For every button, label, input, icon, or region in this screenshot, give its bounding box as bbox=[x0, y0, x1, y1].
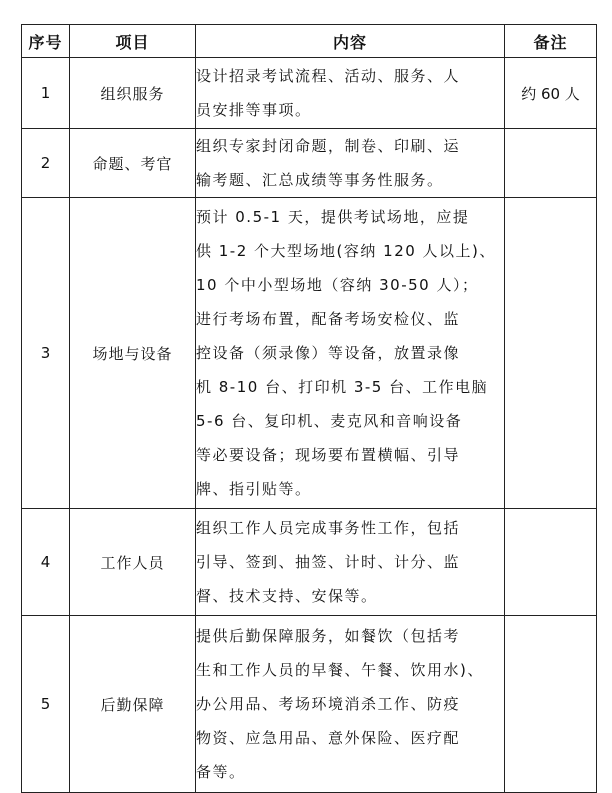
table-row bbox=[22, 509, 597, 616]
row-content bbox=[196, 129, 505, 198]
content-line: 牌、指引贴等。 bbox=[196, 480, 312, 498]
content-line: 提供后勤保障服务，如餐饮（包括考 bbox=[196, 627, 461, 645]
content-line: 供 1-2 个大型场地(容纳 120 人以上)、 bbox=[196, 242, 496, 260]
table-row bbox=[22, 616, 597, 793]
row-content bbox=[196, 616, 505, 793]
content-line: 组织专家封闭命题，制卷、印刷、运 bbox=[196, 137, 461, 155]
header-item: 项目 bbox=[70, 25, 196, 58]
row-note: 约 60 人 bbox=[505, 58, 597, 129]
content-line: 员安排等事项。 bbox=[196, 101, 312, 119]
table-header-row bbox=[22, 25, 597, 58]
service-items-table bbox=[21, 24, 597, 793]
content-line: 设计招录考试流程、活动、服务、人 bbox=[196, 67, 461, 85]
row-item: 后勤保障 bbox=[70, 616, 196, 793]
row-content bbox=[196, 58, 505, 129]
row-item: 组织服务 bbox=[70, 58, 196, 129]
row-item: 场地与设备 bbox=[70, 198, 196, 509]
content-line: 组织工作人员完成事务性工作，包括 bbox=[196, 519, 461, 537]
row-note bbox=[505, 616, 597, 793]
table-row bbox=[22, 198, 597, 509]
content-line: 控设备（须录像）等设备，放置录像 bbox=[196, 344, 461, 362]
content-line: 办公用品、考场环境消杀工作、防疫 bbox=[196, 695, 461, 713]
table-row bbox=[22, 58, 597, 129]
row-content bbox=[196, 198, 505, 509]
row-content bbox=[196, 509, 505, 616]
content-line: 备等。 bbox=[196, 763, 246, 781]
content-line: 10 个中小型场地（容纳 30-50 人）； bbox=[196, 276, 479, 294]
table-row bbox=[22, 129, 597, 198]
row-num: 5 bbox=[22, 616, 70, 793]
content-line: 物资、应急用品、意外保险、医疗配 bbox=[196, 729, 461, 747]
content-line: 预计 0.5-1 天，提供考试场地，应提 bbox=[196, 208, 470, 226]
row-num: 4 bbox=[22, 509, 70, 616]
row-note bbox=[505, 509, 597, 616]
content-line: 输考题、汇总成绩等事务性服务。 bbox=[196, 171, 444, 189]
header-num: 序号 bbox=[22, 25, 70, 58]
row-num: 2 bbox=[22, 129, 70, 198]
content-line: 机 8-10 台、打印机 3-5 台、工作电脑 bbox=[196, 378, 489, 396]
row-item: 命题、考官 bbox=[70, 129, 196, 198]
row-item: 工作人员 bbox=[70, 509, 196, 616]
content-line: 引导、签到、抽签、计时、计分、监 bbox=[196, 553, 461, 571]
row-num: 3 bbox=[22, 198, 70, 509]
content-line: 5-6 台、复印机、麦克风和音响设备 bbox=[196, 412, 463, 430]
content-line: 生和工作人员的早餐、午餐、饮用水)、 bbox=[196, 661, 484, 679]
header-content: 内容 bbox=[196, 25, 505, 58]
content-line: 督、技术支持、安保等。 bbox=[196, 587, 378, 605]
row-note bbox=[505, 129, 597, 198]
content-line: 等必要设备；现场要布置横幅、引导 bbox=[196, 446, 461, 464]
row-note bbox=[505, 198, 597, 509]
header-note: 备注 bbox=[505, 25, 597, 58]
row-num: 1 bbox=[22, 58, 70, 129]
content-line: 进行考场布置，配备考场安检仪、监 bbox=[196, 310, 461, 328]
